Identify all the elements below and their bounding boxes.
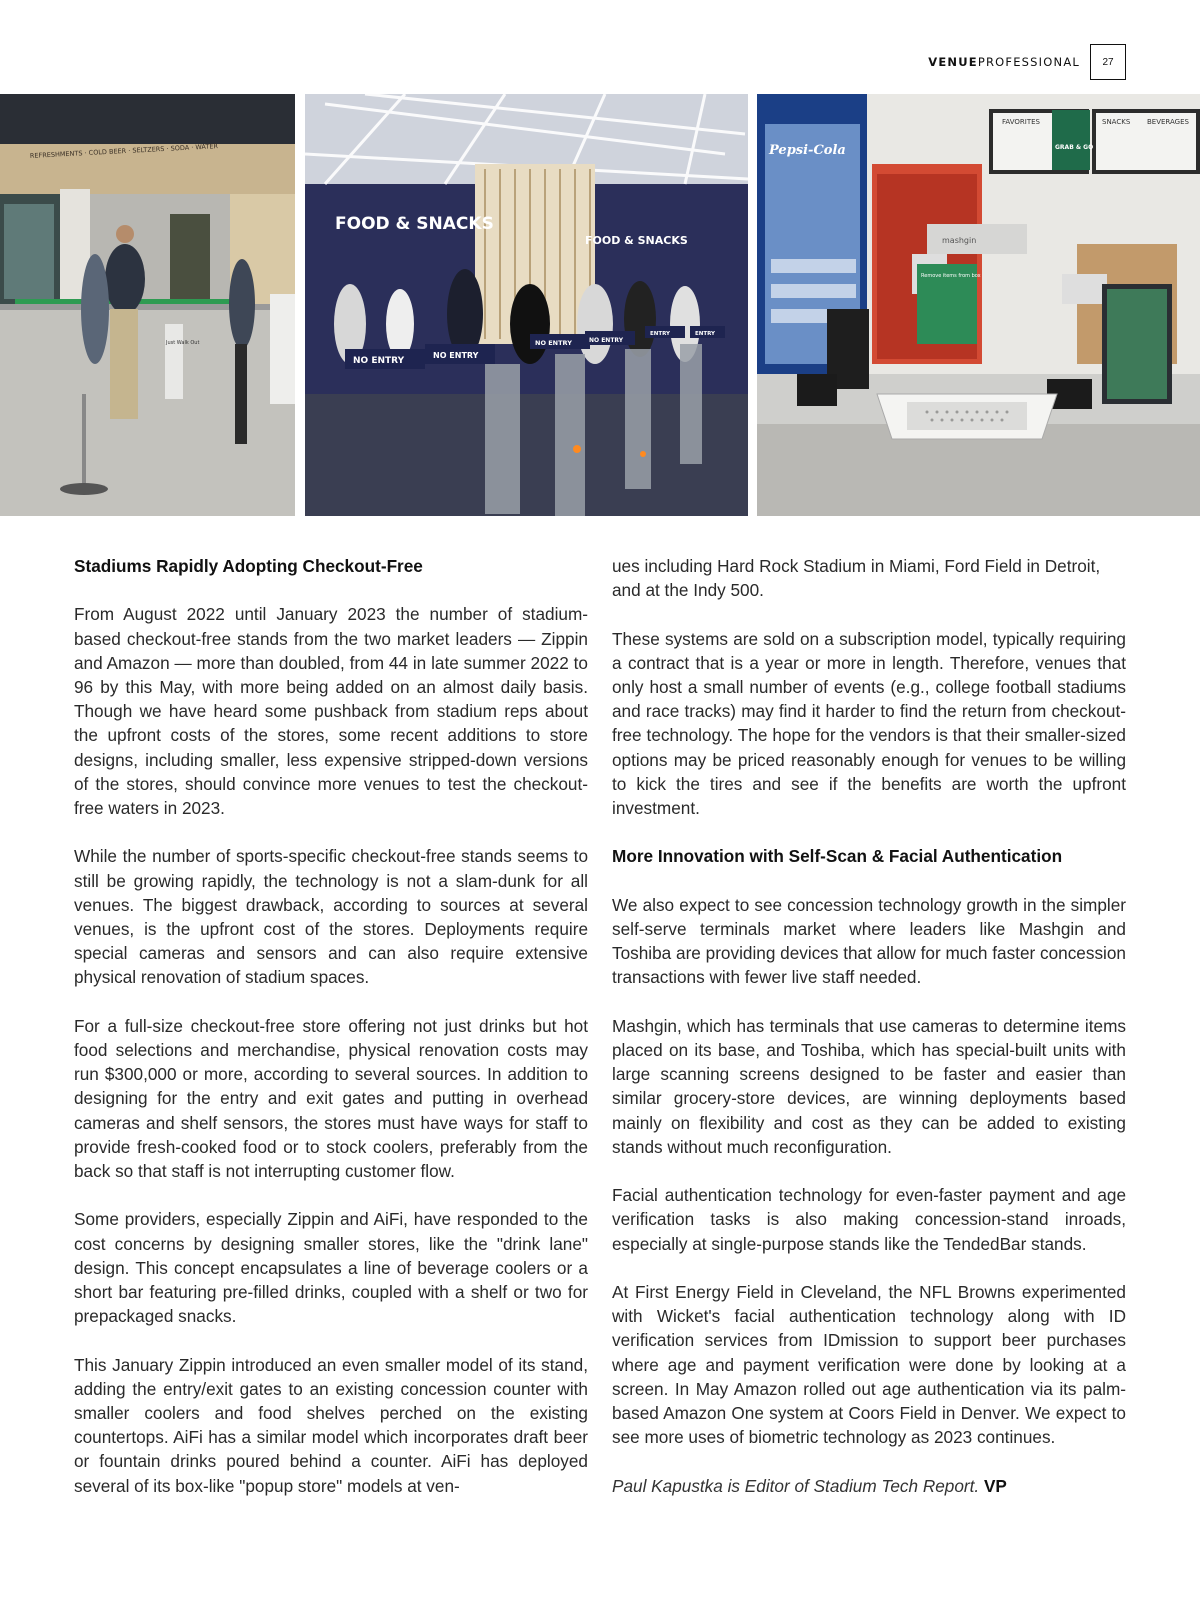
photo-strip bbox=[0, 94, 1200, 516]
photo2-gate-1: NO ENTRY bbox=[353, 356, 405, 366]
photo2-gate-6: ENTRY bbox=[695, 331, 716, 337]
photo3-cooler-brand: Pepsi-Cola bbox=[769, 143, 846, 158]
author-byline bbox=[612, 1474, 1126, 1498]
paragraph: This January Zippin introduced an even smaller model of its stand, adding the entry/exit gates to an existing concession counter with smaller coolers and food shelves perched on the existing countertops. AiFi has a similar model which incorporates draft beer or fountain drinks poured behind a counter. AiFi has deployed several of its box-like "popup store" models at ven- bbox=[74, 1354, 588, 1496]
photo3-menu-1: FAVORITES bbox=[1002, 118, 1040, 126]
photo2-sign-side: FOOD & SNACKS bbox=[585, 234, 688, 247]
paragraph: From August 2022 until January 2023 the number of stadium-based checkout-free stands from the two market leaders — Zippin and Amazon — more than doubled, from 44 in late summer 2022 to 96 by this May, with more being added on an almost daily basis. Though we have heard some pushback from stadium reps about the upfront costs of the stores, some recent additions to store designs, including smaller, less expensive stripped-down versions of the stores, should convince more venues to test the checkout-free waters in 2023. bbox=[74, 604, 588, 819]
brand-venue: VENUE bbox=[928, 55, 978, 69]
photo-checkout-free-store bbox=[0, 94, 295, 516]
photo1-sign: REFRESHMENTS · COLD BEER · SELTZERS · SODA · WATER bbox=[29, 142, 219, 160]
paragraph: Some providers, especially Zippin and AiFi, have responded to the cost concerns by designing smaller stores, like the "drink lane" design. This concept encapsulates a line of beverage coolers or a short bar featuring pre-filled drinks, coupled with a shelf or two for prepackaged snacks. bbox=[74, 1209, 588, 1327]
paragraph: At First Energy Field in Cleveland, the NFL Browns experimented with Wicket's facial authentication technology along with ID verification services from IDmission to support beer purchases where age and payment verification were done by looking at a screen. In May Amazon rolled out age authentication via its palm-based Amazon One system at Coors Field in Denver. We expect to see more uses of biometric technology as 2023 continues. bbox=[612, 1282, 1126, 1448]
paragraph: We also expect to see concession technology growth in the simpler self-serve terminals market where leaders like Mashgin and Toshiba are providing devices that allow for much faster concession transactions with fewer live staff needed. bbox=[612, 894, 1126, 988]
photo-mashgin-kiosk bbox=[757, 94, 1200, 516]
photo3-kiosk-brand: mashgin bbox=[942, 236, 977, 245]
magazine-brand bbox=[928, 55, 1080, 69]
paragraph: While the number of sports-specific checkout-free stands seems to still be growing rapidly, the technology is not a slam-dunk for all venues. The biggest drawback, according to sources at several venues, is the upfront cost of the stores. Deployments require special cameras and sensors and can also require extensive physical renovation of stadium spaces. bbox=[74, 846, 588, 988]
brand-professional: PROFESSIONAL bbox=[977, 55, 1080, 69]
photo2-gate-4: NO ENTRY bbox=[589, 337, 624, 344]
photo2-gate-3: NO ENTRY bbox=[535, 339, 572, 347]
article-column-left bbox=[74, 554, 588, 1522]
photo2-sign-main: FOOD & SNACKS bbox=[335, 214, 494, 234]
section-heading-checkout-free: Stadiums Rapidly Adopting Checkout-Free bbox=[74, 556, 423, 576]
article-column-right bbox=[612, 554, 1126, 1522]
photo3-menu-3: SNACKS bbox=[1102, 118, 1131, 126]
photo-food-and-snacks bbox=[305, 94, 748, 516]
paragraph: These systems are sold on a subscription model, typically requiring a contract that is a year or more in length. Therefore, venues that only host a small number of events (e.g., college football stadiums and race tracks) may find it harder to find the return from checkout-free technology. The hope for the vendors is that their smaller-sized options may be priced reasonably enough for venues to be willing to kick the tires and see if the benefits are worth the upfront investment. bbox=[612, 628, 1126, 819]
photo3-menu-2: GRAB & GO bbox=[1055, 144, 1094, 151]
end-mark: VP bbox=[983, 1475, 1007, 1496]
paragraph: Facial authentication technology for even-faster payment and age verification tasks is also making concession-stand inroads, especially at single-purpose stands like the TendedBar stands. bbox=[612, 1185, 1126, 1254]
photo3-kiosk-prompt: Remove items from box bbox=[921, 273, 981, 279]
paragraph-continued: ues including Hard Rock Stadium in Miami, Ford Field in Detroit, and at the Indy 500. bbox=[612, 556, 1101, 601]
paragraph: Mashgin, which has terminals that use cameras to determine items placed on its base, and Toshiba, which has special-built units with large scanning screens designed to be faster and easier than similar grocery-store devices, are winning deployments based mainly on flexibility and cost as they can be added to existing stands without much reconfiguration. bbox=[612, 1015, 1126, 1157]
photo2-gate-2: NO ENTRY bbox=[433, 351, 479, 360]
section-heading-self-scan: More Innovation with Self-Scan & Facial Authentication bbox=[612, 846, 1063, 867]
photo3-menu-4: BEVERAGES bbox=[1147, 118, 1189, 126]
paragraph: For a full-size checkout-free store offering not just drinks but hot food selections and merchandise, physical renovation costs may run $300,000 or more, according to several sources. In addition to designing for the entry and exit gates and putting in overhead cameras and shelf sensors, the stores must have ways for staff to provide fresh-cooked food or to stock coolers, preferably from the back so that staff is not interrupting customer flow. bbox=[74, 1015, 588, 1182]
page-number: 27 bbox=[1090, 44, 1126, 80]
page-header bbox=[928, 44, 1126, 80]
byline-text: Paul Kapustka is Editor of Stadium Tech Report. bbox=[612, 1475, 980, 1496]
photo2-gate-5: ENTRY bbox=[650, 331, 671, 337]
photo1-gate-sign: Just Walk Out bbox=[166, 340, 200, 346]
